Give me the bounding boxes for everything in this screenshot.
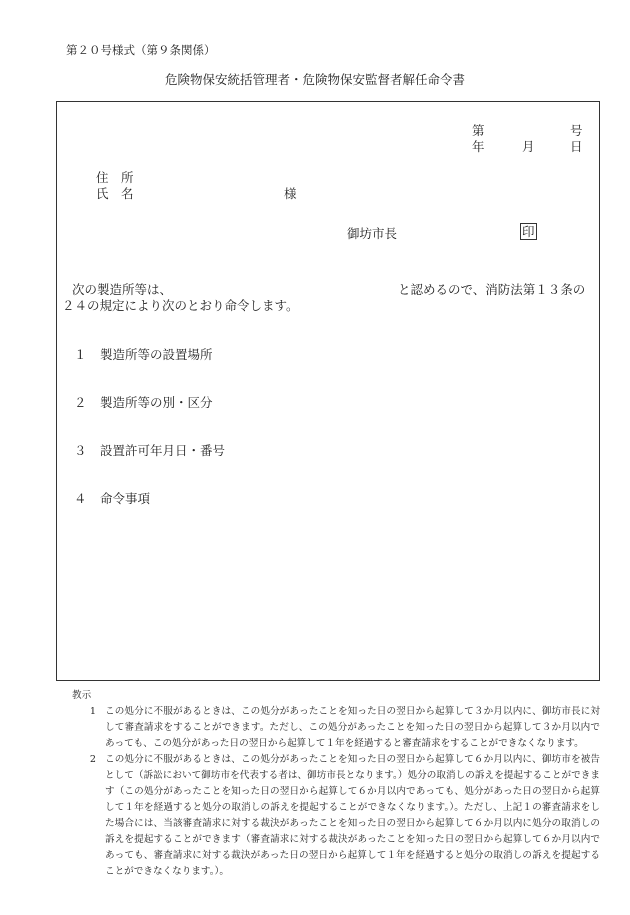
notice-text: この処分に不服があるときは、この処分があったことを知った日の翌日から起算して６か月以内に、御坊市を被告として（訴訟において御坊市を代表する者は、御坊市長となります。）処分の取消しの訴えを提起することができます（この処分があったことを知った日の翌日から起算して６か月以内であっても、処分があった日の翌日から起算して１年を経過すると処分の取消しの訴えを提起することができなくなります。）。ただし、上記１の審査請求をした場合には、当該審査請求に対する裁決があったことを知った日の翌日から起算して６か月以内に処分の取消しの訴えを提起することができます（審査請求に対する裁決があったことを知った日の翌日から起算して６か月以内であっても、審査請求に対する裁決があった日の翌日から起算して１年を経過すると処分の取消しの訴えを提起することができなくなります。）。	[105, 754, 600, 877]
notice-number: 2	[89, 754, 96, 765]
appeal-notice	[72, 688, 600, 880]
date-year: 年	[472, 139, 485, 154]
number-suffix: 号	[570, 123, 583, 138]
item-order-details: 命令事項	[100, 491, 151, 506]
number-prefix: 第	[472, 123, 485, 138]
honorific: 様	[284, 186, 297, 201]
item-facility-type: 製造所等の別・区分	[100, 395, 213, 410]
date-month: 月	[522, 139, 535, 154]
item-number: ２	[74, 395, 87, 410]
issuer-title: 御坊市長	[347, 226, 398, 241]
notice-heading: 教示	[72, 690, 92, 701]
body-line1-start: 次の製造所等は、	[72, 282, 173, 297]
item-permit-date-number: 設置許可年月日・番号	[100, 443, 226, 458]
form-box	[56, 101, 600, 681]
date-day: 日	[570, 139, 583, 154]
form-number: 第２０号様式（第９条関係）	[66, 43, 216, 57]
notice-number: 1	[89, 706, 96, 717]
item-number: １	[74, 347, 87, 362]
address-label: 住 所	[96, 170, 134, 185]
body-line2: ２４の規定により次のとおり命令します。	[62, 298, 299, 313]
item-number: ３	[74, 443, 87, 458]
name-label: 氏 名	[96, 186, 134, 201]
item-number: ４	[74, 491, 87, 506]
body-line1-end: と認めるので、消防法第１３条の	[398, 282, 586, 297]
item-installation-location: 製造所等の設置場所	[100, 347, 213, 362]
notice-text: この処分に不服があるときは、この処分があったことを知った日の翌日から起算して３か月以内に、御坊市長に対して審査請求をすることができます。ただし、この処分があったことを知った日の翌日から起算して３か月以内であっても、この処分があった日の翌日から起算して１年を経過すると審査請求をすることができなくなります。	[105, 706, 600, 749]
seal-mark: 印	[522, 224, 535, 239]
notice-item	[72, 752, 600, 880]
document-title: 危険物保安統括管理者・危険物保安監督者解任命令書	[164, 72, 465, 87]
notice-item	[72, 704, 600, 752]
